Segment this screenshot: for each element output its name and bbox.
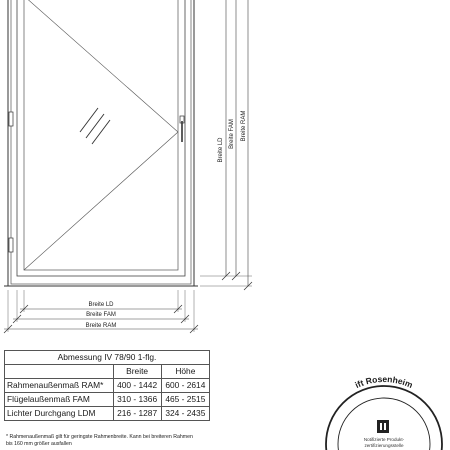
horizontal-dimensions (4, 290, 198, 333)
table-header-row (5, 365, 210, 379)
row-height-range: 600 - 2614 (161, 379, 209, 393)
table-title-row (5, 351, 210, 365)
row-width-range: 400 - 1442 (113, 379, 161, 393)
sash-outer (17, 0, 185, 276)
table-row (5, 393, 210, 407)
seal-line-2: zertifizierungsstelle (364, 443, 404, 448)
seal-line-1: Notifizierte Produkt- (363, 437, 405, 442)
glass-reflection-mark (86, 114, 104, 138)
width-ram-label: Breite RAM (85, 323, 117, 329)
glass-reflection-mark (92, 120, 110, 144)
row-width-range: 310 - 1366 (113, 393, 161, 407)
table-row (5, 407, 210, 421)
row-height-range: 465 - 2515 (161, 393, 209, 407)
height-ram-label: Breite RAM (241, 110, 247, 142)
row-width-range: 216 - 1287 (113, 407, 161, 421)
width-ld-label: Breite LD (88, 302, 114, 308)
row-label: Flügelaußenmaß FAM (5, 393, 114, 407)
row-label: Lichter Durchgang LDM (5, 407, 114, 421)
footnote-line-2: bis 160 mm größer ausfallen (6, 441, 72, 447)
footnote-line-1: * Rahmenaußenmaß gilt für geringste Rahmenbreite. Kann bei breiteren Rahmen (6, 434, 193, 440)
opening-line-top (24, 0, 178, 132)
opening-line-bottom (24, 132, 178, 270)
hinge-bottom (9, 238, 13, 252)
dimension-table (4, 350, 210, 421)
column-header-width: Breite (113, 365, 161, 379)
vertical-dimensions (200, 0, 252, 290)
glass-reflection-mark (80, 108, 98, 132)
certification-seal (326, 374, 442, 450)
table-header-empty (5, 365, 114, 379)
height-ld-label: Breite LD (218, 137, 224, 163)
table-row (5, 379, 210, 393)
row-label: Rahmenaußenmaß RAM* (5, 379, 114, 393)
column-header-height: Höhe (161, 365, 209, 379)
ift-logo-icon (377, 420, 389, 433)
frame-inner (11, 0, 191, 284)
row-height-range: 324 - 2435 (161, 407, 209, 421)
glass-pane (24, 0, 178, 270)
width-fam-label: Breite FAM (86, 312, 116, 318)
hinge-top (9, 112, 13, 126)
table-title: Abmessung IV 78/90 1-flg. (5, 351, 210, 365)
height-fam-label: Breite FAM (229, 119, 235, 149)
seal-title: ift Rosenheim (353, 373, 415, 391)
